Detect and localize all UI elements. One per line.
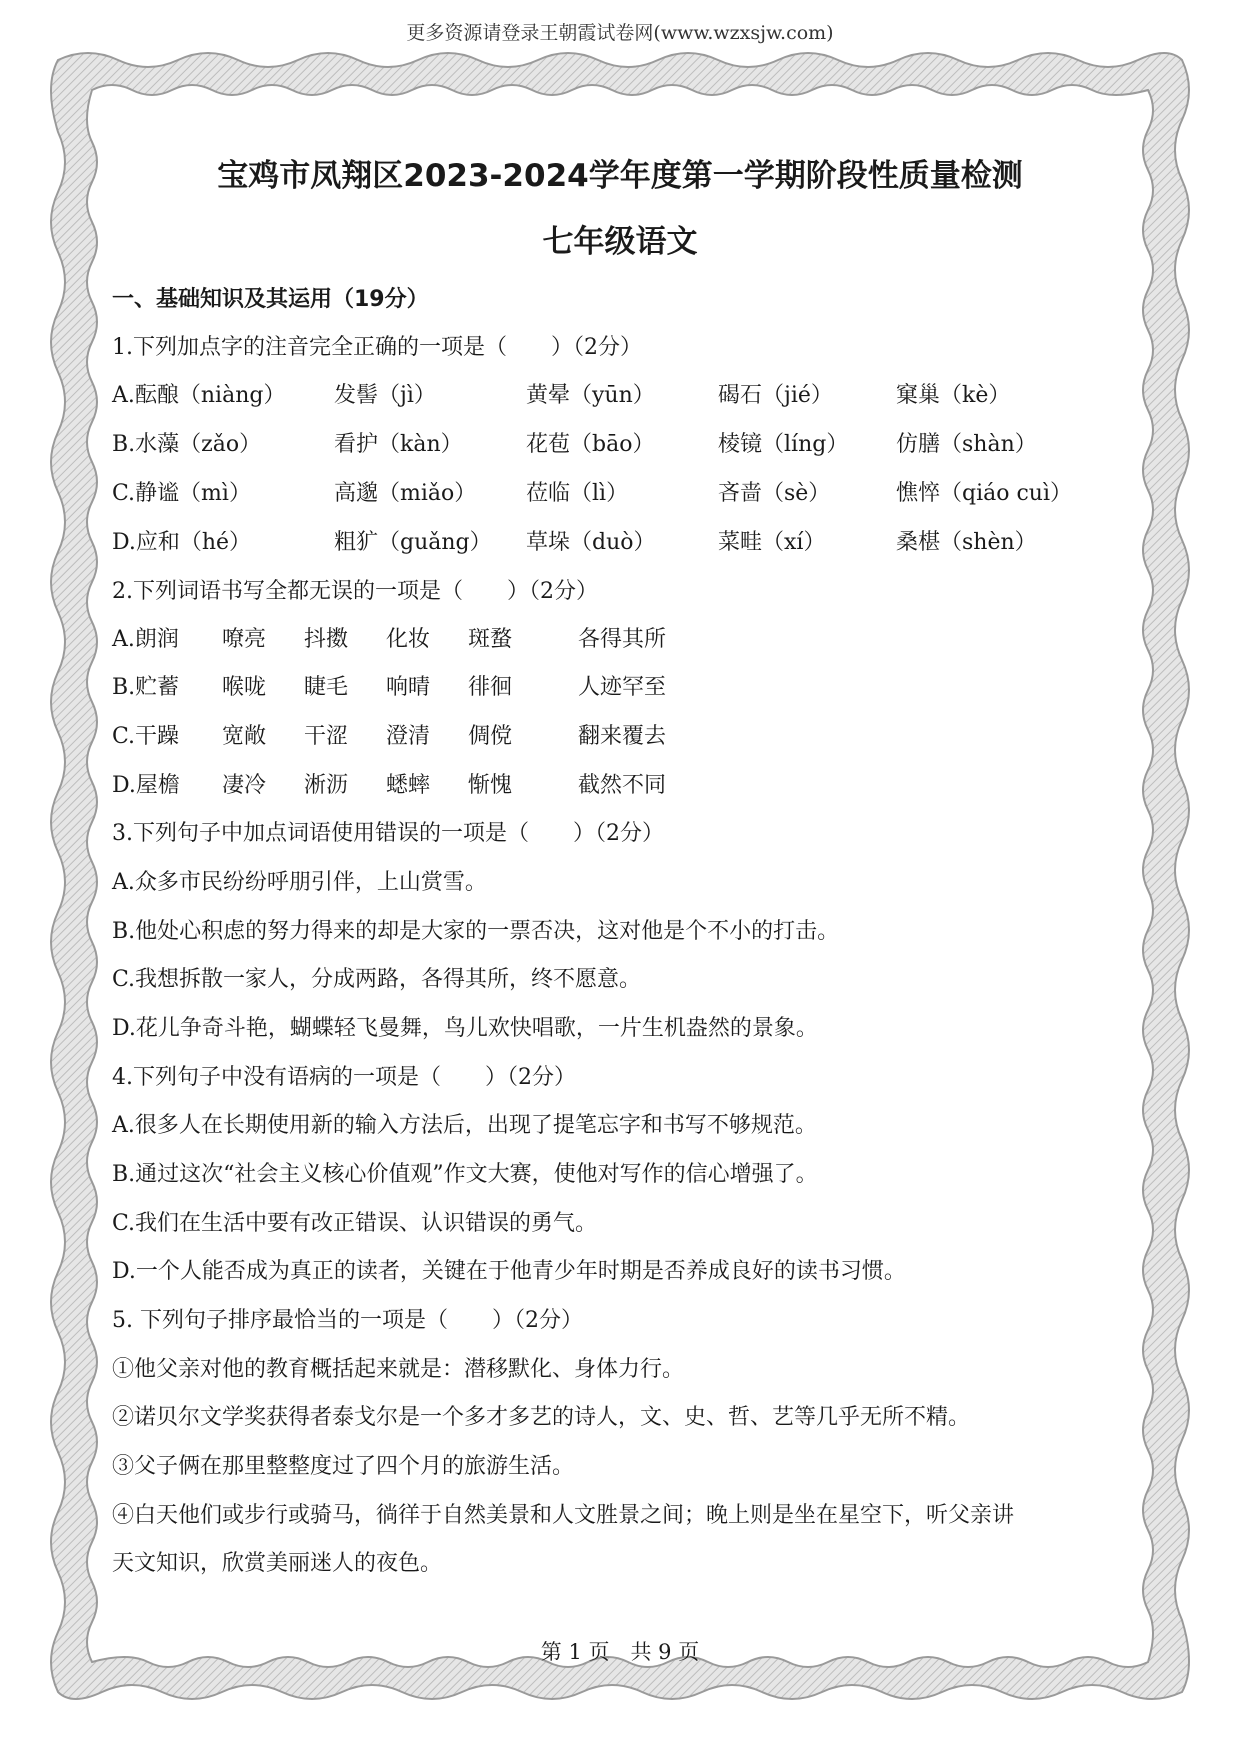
word-item: 抖擞 [304,627,349,652]
word-item: 惭愧 [468,773,513,798]
question-5-stem: 5. 下列句子排序最恰当的一项是（ ）（2分） [112,1308,583,1333]
question-3-stem: 3.下列句子中加点词语使用错误的一项是（ ）（2分） [112,821,664,846]
option-item: 发髻（jì） [334,383,436,408]
question-5-sentence-1: ①他父亲对他的教育概括起来就是：潜移默化、身体力行。 [112,1357,685,1382]
option-item: 棱镜（líng） [718,432,849,457]
option-item: 菜畦（xí） [718,530,826,555]
option-item: 花苞（bāo） [526,432,655,457]
section-heading: 一、基础知识及其运用（19分） [112,287,429,312]
page-number: 第 1 页 共 9 页 [540,1640,700,1664]
word-item: 人迹罕至 [578,675,667,700]
option-item: C.静谧（mì） [112,481,251,506]
option-item: 黄晕（yūn） [526,383,655,408]
question-3-option-d: D.花儿争奇斗艳，蝴蝶轻飞曼舞，鸟儿欢快唱歌，一片生机盎然的景象。 [112,1016,818,1041]
word-item: 喉咙 [222,675,267,700]
question-4-stem: 4.下列句子中没有语病的一项是（ ）（2分） [112,1065,576,1090]
question-5-sentence-3: ③父子俩在那里整整度过了四个月的旅游生活。 [112,1454,575,1479]
question-4-option-c: C.我们在生活中要有改正错误、认识错误的勇气。 [112,1211,598,1236]
word-item: C.干躁 [112,724,180,749]
word-item: 凄冷 [222,773,267,798]
question-5-sentence-4-cont: 天文知识，欣赏美丽迷人的夜色。 [112,1551,443,1576]
word-item: 翻来覆去 [578,724,667,749]
option-item: 桑椹（shèn） [896,530,1037,555]
word-item: 响晴 [386,675,431,700]
option-item: D.应和（hé） [112,530,252,555]
word-item: 嘹亮 [222,627,267,652]
question-3-option-b: B.他处心积虑的努力得来的却是大家的一票否决，这对他是个不小的打击。 [112,919,840,944]
exam-title: 宝鸡市凤翔区2023-2024学年度第一学期阶段性质量检测 [217,158,1023,194]
option-item: 莅临（lì） [526,481,629,506]
option-item: 憔悴（qiáo cuì） [896,481,1073,506]
word-item: 淅沥 [304,773,349,798]
option-item: 仿膳（shàn） [896,432,1037,457]
site-header: 更多资源请登录王朝霞试卷网(www.wzxsjw.com) [406,22,834,44]
option-item: 窠巢（kè） [896,383,1011,408]
word-item: B.贮蓄 [112,675,180,700]
word-item: 截然不同 [578,773,667,798]
option-item: A.酝酿（niàng） [112,383,286,408]
word-item: D.屋檐 [112,773,180,798]
word-item: A.朗润 [112,627,179,652]
word-item: 徘徊 [468,675,513,700]
option-item: 看护（kàn） [334,432,463,457]
option-item: 吝啬（sè） [718,481,831,506]
question-4-option-a: A.很多人在长期使用新的输入方法后，出现了提笔忘字和书写不够规范。 [112,1113,817,1138]
word-item: 宽敞 [222,724,267,749]
question-3-option-a: A.众多市民纷纷呼朋引伴，上山赏雪。 [112,870,487,895]
question-5-sentence-4: ④白天他们或步行或骑马，徜徉于自然美景和人文胜景之间；晚上则是坐在星空下，听父亲讲 [112,1503,1015,1528]
exam-subtitle: 七年级语文 [542,224,698,260]
word-item: 倜傥 [468,724,513,749]
word-item: 化妆 [386,627,431,652]
question-5-sentence-2: ②诺贝尔文学奖获得者泰戈尔是一个多才多艺的诗人，文、史、哲、艺等几乎无所不精。 [112,1405,971,1430]
word-item: 斑蝥 [468,627,513,652]
word-item: 睫毛 [304,675,349,700]
question-4-option-d: D.一个人能否成为真正的读者，关键在于他青少年时期是否养成良好的读书习惯。 [112,1259,906,1284]
word-item: 各得其所 [578,627,667,652]
option-item: B.水藻（zǎo） [112,432,262,457]
question-2-stem: 2.下列词语书写全都无误的一项是（ ）（2分） [112,579,598,604]
option-item: 粗犷（guǎng） [334,530,492,555]
option-item: 高邈（miǎo） [334,481,477,506]
question-4-option-b: B.通过这次“社会主义核心价值观”作文大赛，使他对写作的信心增强了。 [112,1162,818,1187]
word-item: 蟋蟀 [386,773,431,798]
word-item: 干涩 [304,724,349,749]
word-item: 澄清 [386,724,431,749]
option-item: 草垛（duò） [526,530,656,555]
option-item: 碣石（jié） [718,383,833,408]
question-1-stem: 1.下列加点字的注音完全正确的一项是（ ）（2分） [112,335,642,360]
question-3-option-c: C.我想拆散一家人，分成两路，各得其所，终不愿意。 [112,967,642,992]
